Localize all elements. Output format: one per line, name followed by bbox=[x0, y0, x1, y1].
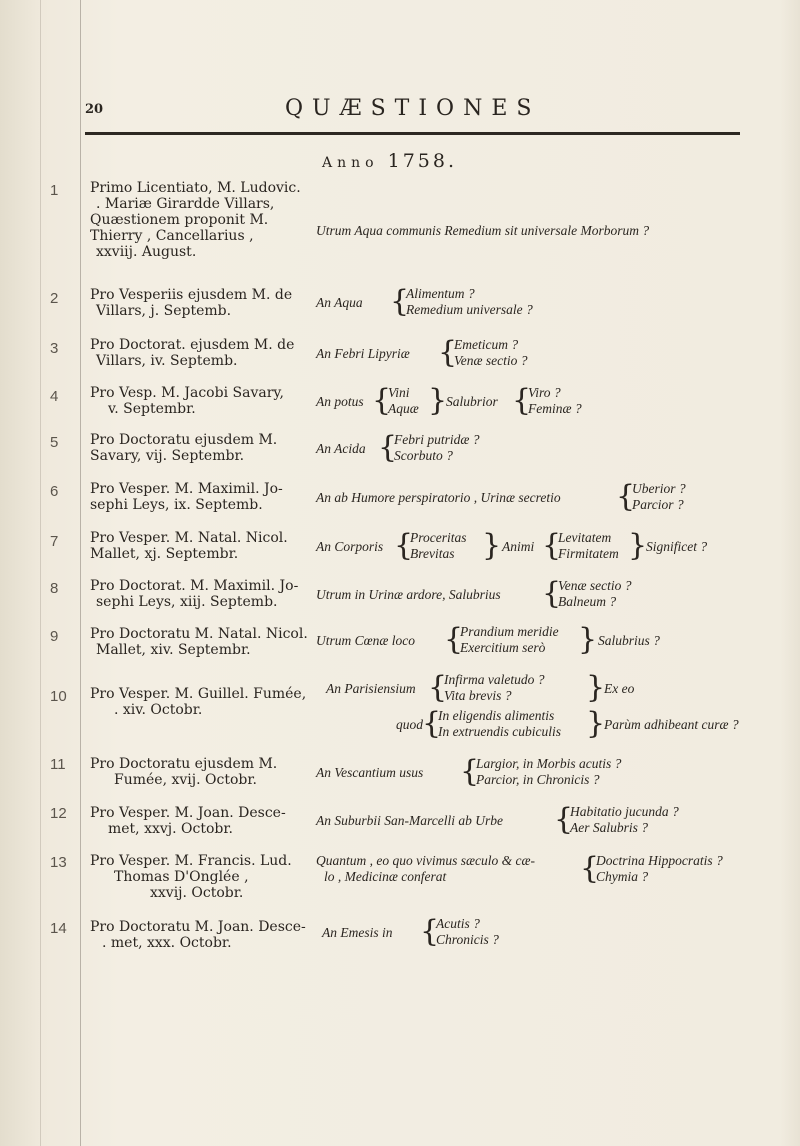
thesis-line: Pro Doctoratu M. Natal. Nicol. bbox=[90, 626, 308, 642]
thesis-line: Pro Vesper. M. Natal. Nicol. bbox=[90, 530, 288, 546]
brace-icon: { bbox=[554, 802, 574, 837]
thesis-line: Fumée, xvij. Octobr. bbox=[114, 772, 257, 788]
thesis-line: Pro Doctorat. ejusdem M. de bbox=[90, 337, 295, 353]
year-value: 1758. bbox=[387, 150, 458, 172]
option-text: Chronicis ? bbox=[436, 932, 499, 947]
question-text: Salubrior bbox=[446, 394, 498, 409]
header-rule bbox=[85, 132, 740, 135]
option-text: Remedium universale ? bbox=[406, 302, 533, 317]
question-text: An Suburbii San-Marcelli ab Urbe bbox=[316, 813, 503, 828]
brace-icon: { bbox=[390, 284, 410, 319]
brace-icon: { bbox=[460, 754, 480, 789]
option-text: Parcior ? bbox=[632, 497, 684, 512]
page-title: QUÆSTIONES bbox=[285, 96, 541, 121]
option-text: Venæ sectio ? bbox=[558, 578, 632, 593]
question-text: lo , Medicinæ conferat bbox=[324, 869, 447, 884]
thesis-line: Quæstionem proponit M. bbox=[90, 212, 269, 228]
thesis-line: Pro Vesp. M. Jacobi Savary, bbox=[90, 385, 284, 401]
thesis-line: Villars, iv. Septemb. bbox=[96, 353, 238, 369]
question-text: An Emesis in bbox=[322, 925, 393, 940]
option-text: Proceritas bbox=[410, 530, 467, 545]
question-text: Utrum Aqua communis Remedium sit universale Morborum ? bbox=[316, 223, 650, 238]
entry-number: 11 bbox=[50, 756, 66, 773]
option-text: Infirma valetudo ? bbox=[444, 672, 545, 687]
entry-thesis-info bbox=[90, 578, 310, 610]
entry-thesis-info bbox=[90, 919, 310, 951]
option-text: Habitatio jucunda ? bbox=[570, 804, 679, 819]
entry-thesis-info bbox=[90, 385, 310, 417]
option-stack bbox=[444, 672, 545, 704]
option-text: Vini bbox=[388, 385, 410, 400]
question-text: An Febri Lipyriæ bbox=[316, 346, 410, 361]
thesis-line: met, xxvj. Octobr. bbox=[108, 821, 233, 837]
brace-icon: } bbox=[586, 670, 606, 705]
thesis-line: Pro Vesperiis ejusdem M. de bbox=[90, 287, 293, 303]
brace-icon: { bbox=[542, 576, 562, 611]
margin-line bbox=[40, 0, 41, 1146]
thesis-line: Pro Doctoratu M. Joan. Desce- bbox=[90, 919, 306, 935]
entry-number: 4 bbox=[50, 388, 59, 405]
option-stack bbox=[394, 432, 480, 464]
thesis-line: Pro Vesper. M. Joan. Desce- bbox=[90, 805, 286, 821]
entry-thesis-info bbox=[90, 805, 310, 837]
brace-icon: { bbox=[372, 383, 392, 418]
option-text: Aquæ bbox=[388, 401, 419, 416]
option-stack bbox=[406, 286, 533, 318]
option-stack bbox=[460, 624, 559, 656]
entry-thesis-info bbox=[90, 626, 310, 658]
brace-icon: { bbox=[394, 528, 414, 563]
entry-thesis-info bbox=[90, 756, 310, 788]
question-stack bbox=[316, 853, 535, 885]
entry-number: 2 bbox=[50, 290, 59, 307]
thesis-line: Mallet, xj. Septembr. bbox=[90, 546, 239, 562]
entry-number: 13 bbox=[50, 854, 67, 871]
option-stack bbox=[410, 530, 467, 562]
brace-icon: { bbox=[616, 479, 636, 514]
brace-icon: { bbox=[438, 335, 458, 370]
thesis-line: xxviij. August. bbox=[96, 244, 197, 260]
entry-thesis-info bbox=[90, 530, 310, 562]
brace-icon: } bbox=[578, 622, 598, 657]
question-text: An Parisiensium bbox=[326, 681, 416, 696]
brace-icon: } bbox=[628, 528, 648, 563]
page-number: 20 bbox=[85, 102, 104, 117]
option-stack bbox=[558, 578, 632, 610]
option-text: Levitatem bbox=[558, 530, 612, 545]
entry-thesis-info bbox=[90, 481, 310, 513]
thesis-line: Mallet, xiv. Septembr. bbox=[96, 642, 251, 658]
brace-icon: { bbox=[420, 914, 440, 949]
option-text: Firmitatem bbox=[558, 546, 619, 561]
option-stack bbox=[438, 708, 561, 740]
question-text: An Vescantium usus bbox=[316, 765, 424, 780]
brace-icon: } bbox=[482, 528, 502, 563]
option-text: Vita brevis ? bbox=[444, 688, 512, 703]
option-text: Exercitium serò bbox=[460, 640, 546, 655]
entry-number: 6 bbox=[50, 483, 59, 500]
option-text: Doctrina Hippocratis ? bbox=[596, 853, 723, 868]
entry-number: 12 bbox=[50, 805, 67, 822]
option-text: Parcior, in Chronicis ? bbox=[476, 772, 600, 787]
option-text: Scorbuto ? bbox=[394, 448, 453, 463]
option-stack bbox=[436, 916, 499, 948]
entry-number: 8 bbox=[50, 580, 59, 597]
option-text: Emeticum ? bbox=[454, 337, 519, 352]
entry-number: 1 bbox=[50, 182, 59, 199]
option-stack bbox=[558, 530, 619, 562]
option-stack bbox=[388, 385, 419, 417]
option-text: Balneum ? bbox=[558, 594, 617, 609]
thesis-line: . met, xxx. Octobr. bbox=[102, 935, 232, 951]
question-text: An Acida bbox=[316, 441, 366, 456]
question-text: Ex eo bbox=[604, 681, 635, 696]
entry-thesis-info bbox=[90, 686, 310, 718]
entry-thesis-info bbox=[90, 287, 310, 319]
thesis-line: . Mariæ Girardde Villars, bbox=[96, 196, 275, 212]
entry-number: 9 bbox=[50, 628, 59, 645]
thesis-line: . xiv. Octobr. bbox=[114, 702, 203, 718]
question-text: Utrum Cœnæ loco bbox=[316, 633, 416, 648]
question-text: quod bbox=[396, 717, 423, 732]
entry-number: 3 bbox=[50, 340, 59, 357]
entry-thesis-info bbox=[90, 180, 310, 260]
thesis-line: Pro Doctoratu ejusdem M. bbox=[90, 756, 278, 772]
thesis-line: Pro Vesper. M. Guillel. Fumée, bbox=[90, 686, 307, 702]
option-text: In eligendis alimentis bbox=[438, 708, 555, 723]
thesis-line: Pro Doctorat. M. Maximil. Jo- bbox=[90, 578, 299, 594]
option-text: Acutis ? bbox=[436, 916, 480, 931]
option-stack bbox=[570, 804, 679, 836]
brace-icon: { bbox=[542, 528, 562, 563]
entry-thesis-info bbox=[90, 853, 310, 901]
option-text: Febri putridæ ? bbox=[394, 432, 480, 447]
option-text: Chymia ? bbox=[596, 869, 649, 884]
year-prefix: Anno bbox=[322, 155, 379, 171]
thesis-line: Primo Licentiato, M. Ludovic. bbox=[90, 180, 301, 196]
page-header bbox=[85, 96, 745, 126]
thesis-line: Thomas D'Onglée , bbox=[114, 869, 249, 885]
option-text: Uberior ? bbox=[632, 481, 686, 496]
question-text: An ab Humore perspiratorio , Urinæ secretio bbox=[316, 490, 561, 505]
question-text: An potus bbox=[316, 394, 364, 409]
brace-icon: { bbox=[444, 622, 464, 657]
margin-line bbox=[80, 0, 81, 1146]
option-stack bbox=[632, 481, 686, 513]
option-stack bbox=[596, 853, 723, 885]
question-text: Animi bbox=[502, 539, 535, 554]
thesis-line: Savary, vij. Septembr. bbox=[90, 448, 245, 464]
entry-number: 10 bbox=[50, 688, 67, 705]
thesis-line: sephi Leys, xiij. Septemb. bbox=[96, 594, 278, 610]
thesis-line: v. Septembr. bbox=[108, 401, 196, 417]
brace-icon: } bbox=[586, 706, 606, 741]
thesis-line: xxvij. Octobr. bbox=[150, 885, 244, 901]
option-text: Brevitas bbox=[410, 546, 455, 561]
entry-thesis-info bbox=[90, 337, 310, 369]
question-text: An Aqua bbox=[316, 295, 363, 310]
question-text: An Corporis bbox=[316, 539, 384, 554]
option-text: In extruendis cubiculis bbox=[438, 724, 561, 739]
brace-icon: { bbox=[580, 851, 600, 886]
question-text: Significet ? bbox=[646, 539, 708, 554]
thesis-line: Villars, j. Septemb. bbox=[96, 303, 232, 319]
brace-icon: { bbox=[378, 430, 398, 465]
brace-icon: { bbox=[422, 706, 442, 741]
entry-number: 14 bbox=[50, 920, 67, 937]
brace-icon: { bbox=[512, 383, 532, 418]
option-text: Aer Salubris ? bbox=[570, 820, 649, 835]
year-heading bbox=[322, 150, 457, 172]
option-stack bbox=[454, 337, 528, 369]
question-text: Quantum , eo quo vivimus sæculo & cæ- bbox=[316, 853, 535, 868]
entry-number: 5 bbox=[50, 434, 59, 451]
question-text: Parùm adhibeant curæ ? bbox=[604, 717, 739, 732]
thesis-line: Thierry , Cancellarius , bbox=[90, 228, 254, 244]
option-stack bbox=[528, 385, 582, 417]
option-text: Alimentum ? bbox=[406, 286, 475, 301]
option-text: Prandium meridie bbox=[460, 624, 559, 639]
thesis-line: sephi Leys, ix. Septemb. bbox=[90, 497, 263, 513]
option-stack bbox=[476, 756, 621, 788]
option-text: Venæ sectio ? bbox=[454, 353, 528, 368]
entry-thesis-info bbox=[90, 432, 310, 464]
option-text: Feminæ ? bbox=[528, 401, 582, 416]
question-text: Salubrius ? bbox=[598, 633, 660, 648]
thesis-line: Pro Doctoratu ejusdem M. bbox=[90, 432, 278, 448]
thesis-line: Pro Vesper. M. Maximil. Jo- bbox=[90, 481, 283, 497]
entry-number: 7 bbox=[50, 533, 59, 550]
thesis-line: Pro Vesper. M. Francis. Lud. bbox=[90, 853, 292, 869]
brace-icon: { bbox=[428, 670, 448, 705]
brace-icon: } bbox=[428, 383, 448, 418]
question-text: Utrum in Urinæ ardore, Salubrius bbox=[316, 587, 501, 602]
option-text: Viro ? bbox=[528, 385, 561, 400]
option-text: Largior, in Morbis acutis ? bbox=[476, 756, 622, 771]
